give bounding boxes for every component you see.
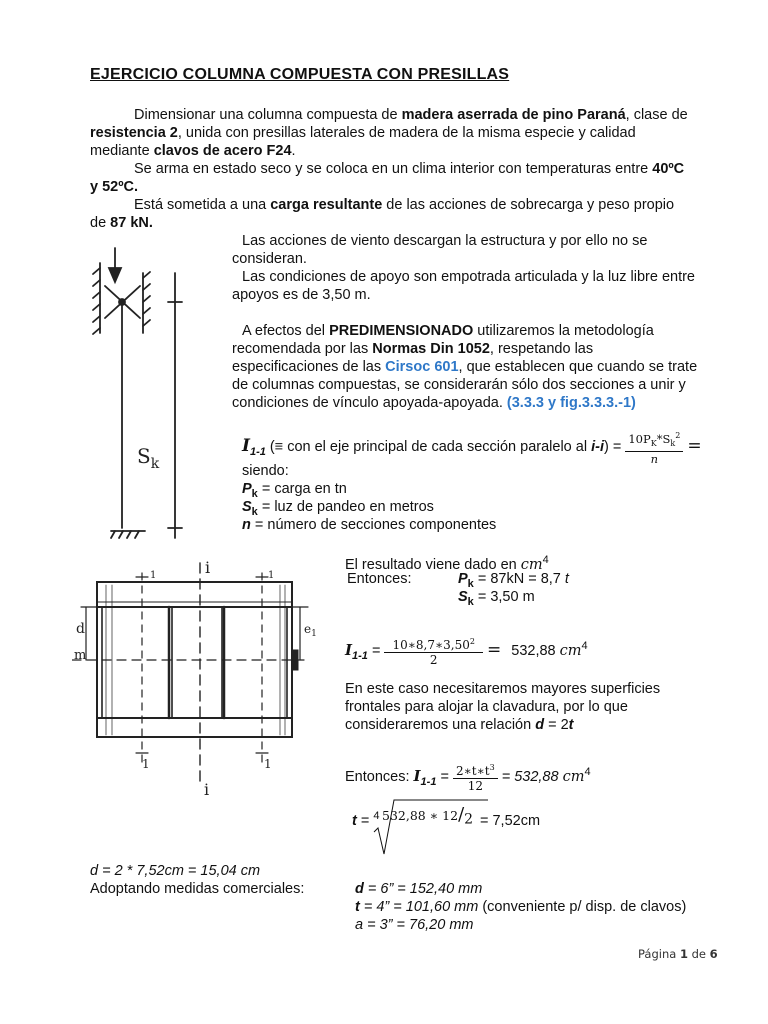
paragraph-intro-line2: resistencia 2, unida con presillas laterales de madera de la misma especie y calidad <box>90 125 636 141</box>
calc-root: t = $^4$ 532,88 ∗ $12/_2$ = 7,52cm <box>352 812 380 864</box>
definition-pk: $P_k$ = carga en tn <box>242 481 347 500</box>
result-sk-line: $S_k = 3,50$ m <box>458 589 535 608</box>
measure-t: t = 4” = 101,60 mm (conveniente p/ disp. de clavos) <box>355 899 687 915</box>
page-number: Página 1 de 6 <box>638 947 718 961</box>
calc-inertia-fraction: $\frac{10∗8,7∗3,50^2}{2}$ <box>384 635 482 667</box>
paragraph-method-line1: A efectos del PREDIMENSIONADO utilizaremos la metodología <box>242 323 654 339</box>
paragraph-load-line2: de 87 kN. <box>90 215 153 231</box>
dimension-d-label: d <box>76 621 85 637</box>
axis-1-bottom-left-label: 1 <box>142 757 150 771</box>
paragraph-wind-line2: consideran. <box>232 251 307 267</box>
formula-inertia-fraction: $\frac{10P_K*S_k^2}{n}$ <box>625 429 683 466</box>
axis-m-label: m <box>74 648 87 663</box>
paragraph-surface-line2: frontales para alojar la clavadura, por lo que <box>345 699 628 715</box>
paragraph-method-line4: de columnas compuestas, se considerarán sólo dos secciones a unir y <box>232 377 686 393</box>
axis-1-bottom-right-label: 1 <box>264 757 272 771</box>
paragraph-load-line1: Está sometida a una carga resultante de las acciones de sobrecarga y peso propio <box>134 197 675 213</box>
definitions-siendo: siendo: <box>242 463 289 479</box>
paragraph-wind-line3: Las condiciones de apoyo son empotrada articulada y la luz libre entre <box>242 269 695 285</box>
axis-1-top-right-label: 1 <box>268 570 275 581</box>
definition-n: n = número de secciones componentes <box>242 517 497 533</box>
adopt-label: Adoptando medidas comerciales: <box>90 881 305 897</box>
calc-thickness-fraction: $\frac{2∗t∗t^3}{12}$ <box>453 761 498 793</box>
paragraph-method-line5: condiciones de vínculo apoyada-apoyada. (3.3.3 y fig.3.3.3.-1) <box>232 395 636 411</box>
result-units-line: El resultado viene dado en $cm^4$ <box>345 554 549 573</box>
paragraph-conditions-line1: Se arma en estado seco y se coloca en un clima interior con temperaturas entre 40ºC <box>134 161 685 177</box>
root-radicand: 532,88 ∗ $12/_2$ <box>382 804 474 828</box>
axis-i-top-label: i <box>205 558 211 577</box>
paragraph-method-line2: recomendada por las Normas Din 1052, respetando las <box>232 341 594 357</box>
result-entonces-label: Entonces: <box>347 571 412 587</box>
sketch-sk-label: $S_k$ <box>137 444 160 472</box>
paragraph-surface-line3: consideraremos una relación d = 2t <box>345 717 574 733</box>
calc-inertia-value: $I_{1-1}$ = $\frac{10∗8,7∗3,50^2}{2}$ = 532,88 $cm^4$ <box>345 637 588 667</box>
dimension-e1-label: $e_1$ <box>304 622 317 639</box>
paragraph-surface-line1: En este caso necesitaremos mayores superficies <box>345 681 661 697</box>
result-pk-line: $P_k = 87kN = 8,7$ t <box>458 571 569 590</box>
axis-1-top-left-label: 1 <box>150 570 157 581</box>
paragraph-conditions-line2: y 52ºC. <box>90 179 139 195</box>
measure-a: a = 3” = 76,20 mm <box>355 917 474 933</box>
column-support-sketch <box>85 238 200 543</box>
calc-thickness-equation: Entonces: $I_{1-1}$ = $\frac{2∗t∗t^3}{12}$ = 532,88 $cm^4$ <box>345 763 591 793</box>
paragraph-wind-line1: Las acciones de viento descargan la estructura y por ello no se <box>242 233 648 249</box>
page-title: EJERCICIO COLUMNA COMPUESTA CON PRESILLAS <box>90 66 510 83</box>
axis-i-bottom-label: i <box>204 780 210 799</box>
measure-d: d = 6” = 152,40 mm <box>355 881 483 897</box>
formula-inertia: $I_{1-1}$ (≡ con el eje principal de cada sección paralelo al i-i) = $\frac{10P_K*S_k^2}{n}$ = <box>242 430 702 466</box>
cross-section-sketch <box>72 555 317 810</box>
d-result-line: d = 2 * 7,52cm = 15,04 cm <box>90 863 261 879</box>
definition-sk: $S_k$ = luz de pandeo en metros <box>242 499 434 518</box>
paragraph-wind-line4: apoyos es de 3,50 m. <box>232 287 371 303</box>
paragraph-intro-line1: Dimensionar una columna compuesta de madera aserrada de pino Paraná, clase de <box>134 107 688 123</box>
paragraph-intro-line3: mediante clavos de acero F24. <box>90 143 296 159</box>
paragraph-method-line3: especificaciones de las Cirsoc 601, que establecen que cuando se trate <box>232 359 698 375</box>
